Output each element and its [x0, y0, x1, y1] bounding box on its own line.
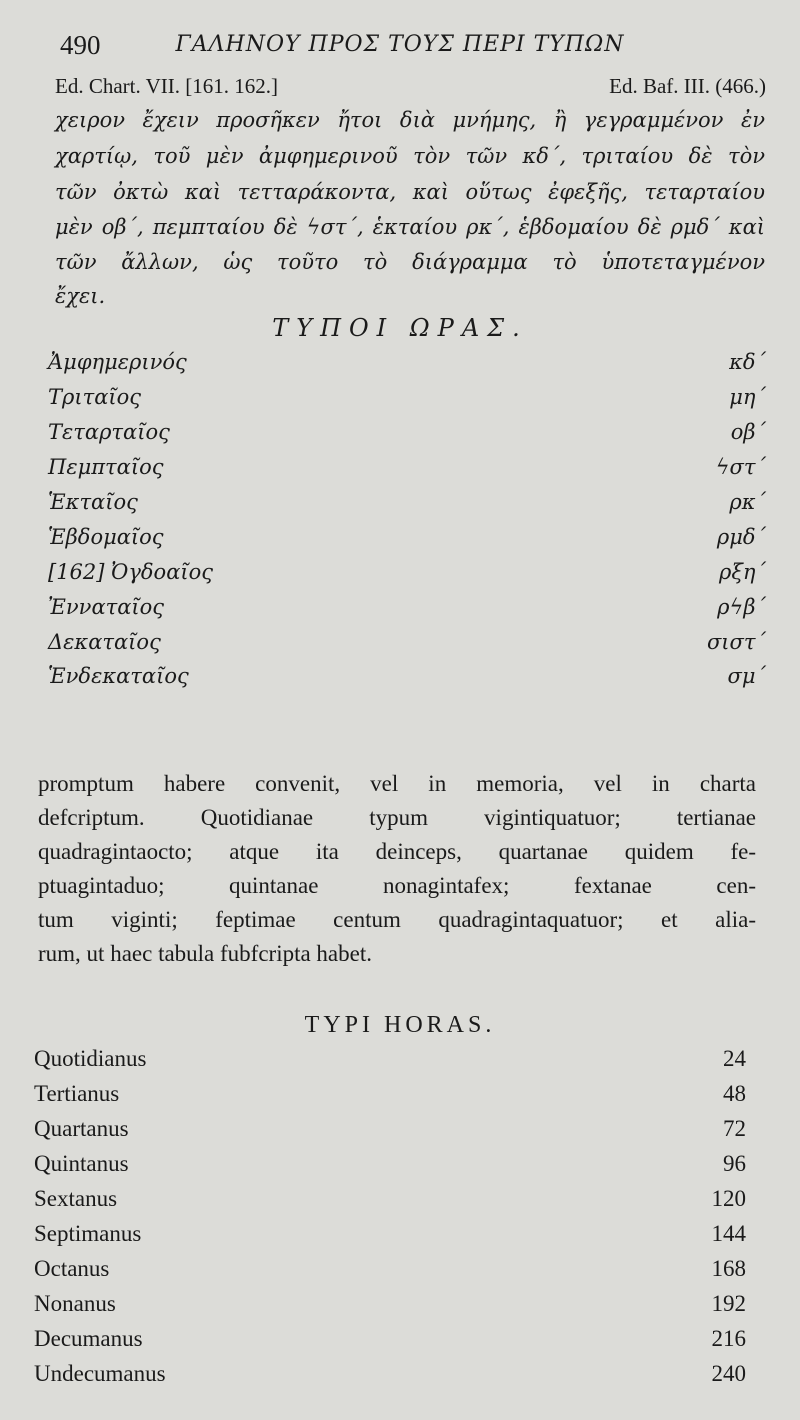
hours-value: 192 [711, 1291, 746, 1316]
hours-value: ρμδ΄ [716, 525, 766, 549]
table-row [48, 420, 766, 452]
hours-value: ρξη΄ [719, 560, 766, 584]
fever-name: Ἐνναταῖος [48, 595, 165, 619]
fever-name: Octanus [34, 1256, 110, 1281]
table-row [34, 1046, 746, 1078]
hours-value: 240 [711, 1361, 746, 1386]
greek-table-heading: ΤΥΠΟΙ ΩΡΑΣ. [272, 314, 528, 342]
table-row [34, 1221, 746, 1253]
hours-value: 144 [711, 1221, 746, 1246]
table-row [48, 525, 766, 557]
fever-name: Tertianus [34, 1081, 120, 1106]
table-row [34, 1361, 746, 1393]
fever-name: Τεταρταῖος [48, 420, 170, 444]
greek-text-line: χειρον ἔχειν προσῆκεν ἤτοι διὰ μνήμης, ἢ γεγραμμένον ἐν [55, 108, 765, 132]
hours-value: 96 [723, 1151, 746, 1176]
hours-value: 48 [723, 1081, 746, 1106]
table-row [34, 1151, 746, 1183]
fever-name: Ἑβδομαῖος [48, 525, 164, 549]
table-row [48, 490, 766, 522]
page-number: 490 [60, 30, 101, 60]
fever-name: Ἑκταῖος [48, 490, 138, 514]
hours-value: μη΄ [729, 385, 766, 409]
running-head: ΓΑΛΗΝΟΥ ΠΡΟΣ ΤΟΥΣ ΠΕΡΙ ΤΥΠΩΝ [175, 32, 625, 57]
greek-text-line: τῶν ἄλλων, ὡς τοῦτο τὸ διάγραμμα τὸ ὑποτεταγμένον [55, 250, 765, 274]
hours-value: σιστ΄ [706, 630, 766, 654]
fever-name: Quotidianus [34, 1046, 147, 1071]
table-row [34, 1116, 746, 1148]
hours-value: ϟστ΄ [715, 455, 766, 479]
hours-value: 120 [711, 1186, 746, 1211]
latin-text-line: quadragintaocto; atque ita deinceps, quartanae quidem fe- [38, 839, 756, 864]
fever-name: Δεκαταῖος [48, 630, 161, 654]
hours-value: 216 [711, 1326, 746, 1351]
hours-value: ρκ΄ [729, 490, 766, 514]
latin-text-line: promptum habere convenit, vel in memoria, vel in charta [38, 771, 756, 796]
latin-text-line: ptuagintaduo; quintanae nonagintafex; fextanae cen- [38, 873, 756, 898]
table-row [48, 595, 766, 627]
table-row [48, 385, 766, 417]
latin-text-line: rum, ut haec tabula fubfcripta habet. [38, 941, 372, 966]
hours-value: 72 [723, 1116, 746, 1141]
edition-reference-left: Ed. Chart. VII. [161. 162.] [55, 74, 278, 98]
table-row [34, 1081, 746, 1113]
greek-text-line: μὲν οβ΄, πεμπταίου δὲ ϟστ΄, ἑκταίου ρκ΄, ἑβδομαίου δὲ ρμδ΄ καὶ [55, 215, 765, 239]
greek-text-line: ἔχει. [55, 284, 106, 308]
fever-name: Decumanus [34, 1326, 143, 1351]
fever-name: Septimanus [34, 1221, 142, 1246]
hours-value: κδ΄ [729, 350, 766, 374]
fever-name: Τριταῖος [48, 385, 142, 409]
table-row [48, 630, 766, 662]
edition-reference-right: Ed. Baf. III. (466.) [609, 74, 766, 98]
fever-name: Nonanus [34, 1291, 116, 1316]
fever-name: Ἀμφημερινός [48, 350, 187, 374]
fever-name: Undecumanus [34, 1361, 166, 1386]
hours-value: οβ΄ [730, 420, 766, 444]
hours-value: ρϟβ΄ [717, 595, 766, 619]
table-row [34, 1186, 746, 1218]
table-row [34, 1291, 746, 1323]
table-row [34, 1326, 746, 1358]
fever-name: Ἑνδεκαταῖος [48, 664, 189, 688]
hours-value: 168 [711, 1256, 746, 1281]
table-row [48, 560, 766, 592]
latin-text-line: defcriptum. Quotidianae typum vigintiquatuor; tertianae [38, 805, 756, 830]
latin-table-heading: TYPI HORAS. [304, 1012, 496, 1038]
hours-value: 24 [723, 1046, 746, 1071]
greek-text-line: τῶν ὀκτὼ καὶ τετταράκοντα, καὶ οὕτως ἐφεξῆς, τεταρταίου [55, 180, 765, 204]
table-row [48, 455, 766, 487]
hours-value: σμ΄ [727, 664, 766, 688]
fever-name: [162] Ὀγδοαῖος [48, 560, 214, 584]
fever-name: Sextanus [34, 1186, 118, 1211]
table-row [34, 1256, 746, 1288]
fever-name: Πεμπταῖος [48, 455, 164, 479]
fever-name: Quintanus [34, 1151, 129, 1176]
table-row [48, 350, 766, 382]
greek-text-line: χαρτίῳ, τοῦ μὲν ἀμφημερινοῦ τὸν τῶν κδ΄, τριταίου δὲ τὸν [55, 144, 765, 168]
table-row [48, 664, 766, 696]
latin-text-line: tum viginti; feptimae centum quadragintaquatuor; et alia- [38, 907, 756, 932]
fever-name: Quartanus [34, 1116, 129, 1141]
